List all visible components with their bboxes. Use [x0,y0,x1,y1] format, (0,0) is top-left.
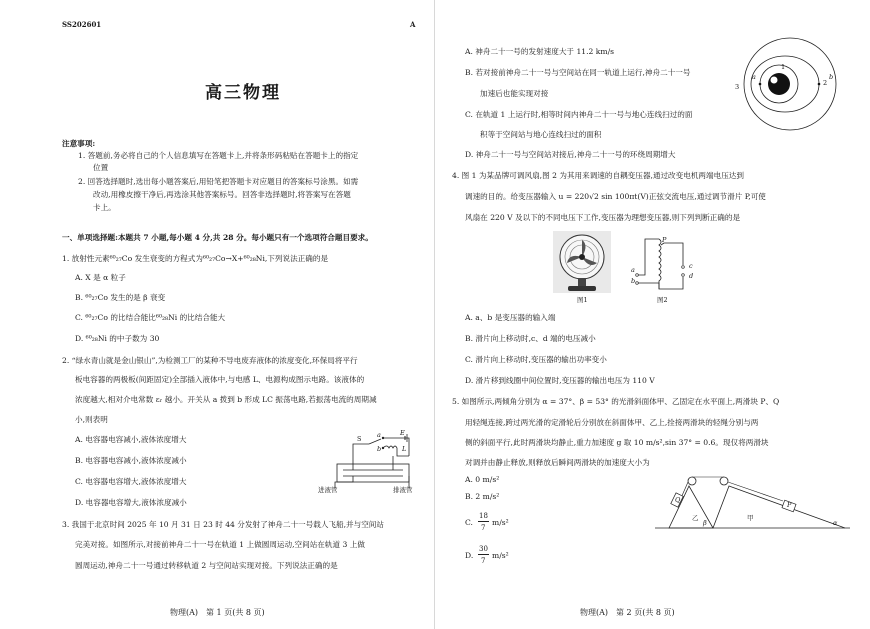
q5-fig-beta-label: β [703,519,707,527]
exam-code: SS202601 [62,20,102,29]
q1-option-c: C. ⁶⁰₂₇Co 的比结合能比⁶⁰₂₈Ni 的比结合能大 [75,313,226,322]
orbit-label-1: 1 [781,63,786,71]
q5-option-c-numerator: 18 [479,512,488,520]
q3-stem-line: 3. 我国于北京时间 2025 年 10 月 31 日 23 时 44 分发射了神舟二十一号载人飞船,并与空间站 [62,520,384,529]
fig2-d-label: d [689,272,694,280]
q3-option-b-cont: 加速后也能实现对接 [480,89,549,98]
fig2-b-label: b [631,277,636,285]
q1-stem: 1. 放射性元素⁶⁰₂₇Co 发生衰变的方程式为⁶⁰₂₇Co→X+⁶⁰₂₈Ni,下列说法正确的是 [62,254,329,263]
q4-option-a: A. a、b 是变压器的输入端 [465,313,556,322]
fig2-c-label: c [689,262,693,270]
page-footer: 物理(A) 第 1 页(共 8 页) [170,608,265,617]
q5-option-a: A. 0 m/s² [465,475,500,484]
q2-option-a: A. 电容器电容减小,液体浓度增大 [75,435,187,444]
q5-stem-line: 对调并由静止释放,则释放后瞬间两滑块的加速度大小为 [465,458,650,467]
q2-stem-line: 2. “绿水青山就是金山银山”,为检测工厂的某种不导电废弃液体的浓度变化,环保局将平行 [62,356,358,365]
fig2-a-label: a [631,266,635,274]
q5-option-d-unit: m/s² [492,551,509,560]
q2-fig-outlet-label: 排液管 [393,486,413,494]
notice-title: 注意事项: [62,139,96,148]
q2-option-c: C. 电容器电容增大,液体浓度增大 [75,477,187,486]
q2-stem-line: 浓度越大,相对介电常数 εᵣ 越小。开关从 a 拨到 b 形成 LC 振荡电路,若振荡电流的周期减 [75,395,377,404]
q5-option-d-fraction-bar [478,554,489,555]
q3-stem-line: 圆周运动,神舟二十一号通过转移轨道 2 与空间站实现对接。下列说法正确的是 [75,561,338,570]
q5-option-c-denominator: 7 [481,524,486,532]
q4-option-d: D. 滑片移到线圈中间位置时,变压器的输出电压为 110 V [465,376,655,385]
q2-fig-s-label: S [357,435,362,443]
section-heading: 一、单项选择题:本题共 7 小题,每小题 4 分,共 28 分。每小题只有一个选项符合题目要求。 [62,233,373,242]
fig2-p-label: P [662,236,667,244]
fig2-caption: 图2 [657,296,668,304]
q4-stem-line: 风扇在 220 V 及以下的不同电压下工作,变压器为理想变压器,则下列判断正确的是 [465,213,741,222]
q2-fig-b-label: b [377,445,382,453]
q1-option-b: B. ⁶⁰₂₇Co 发生的是 β 衰变 [75,293,166,302]
orbit-label-a: a [752,73,756,81]
orbit-label-3: 3 [735,83,740,91]
q5-option-d-denominator: 7 [481,557,486,565]
fan-illustration [553,231,611,293]
q5-stem-line: 用轻绳连接,跨过两光滑的定滑轮后分别放在斜面体甲、乙上,拴接两滑块的轻绳分别与两 [465,418,759,427]
q2-fig-l-label: L [402,445,407,453]
q4-stem-line: 调速的目的。给变压器输入 u = 220√2 sin 100πt(V)正弦交流电压,通过调节滑片 P,可使 [465,192,766,201]
q5-option-d-prefix: D. [465,551,474,560]
autotransformer-diagram [631,233,694,293]
q2-fig-a-label: a [377,431,381,439]
orbit-label-2: 2 [823,79,828,87]
q4-option-b: B. 滑片向上移动时,c、d 端的电压减小 [465,334,596,343]
notice-line: 改动,用橡皮擦干净后,再选涂其他答案标号。回答非选择题时,将答案写在答题 [93,190,351,199]
page-2 [435,0,870,629]
q5-option-c-prefix: C. [465,518,473,527]
notice-line: 卡上。 [93,203,116,212]
q4-stem-line: 4. 图 1 为某品牌可调风扇,图 2 为其用来调速的自耦变压器,通过改变电机两端电压达到 [452,171,744,180]
q5-fig-p-label: P [787,501,792,509]
q2-option-b: B. 电容器电容减小,液体浓度减小 [75,456,187,465]
exam-version: A [410,20,416,29]
q3-option-d: D. 神舟二十一号与空间站对接后,神舟二十一号的环绕周期增大 [465,150,676,159]
q3-option-c-cont: 积等于空间站与地心连线扫过的面积 [480,130,602,139]
orbit-label-b: b [829,73,834,81]
q3-option-b: B. 若对接前神舟二十一号与空间站在同一轨道上运行,神舟二十一号 [465,68,691,77]
fig1-caption: 图1 [577,296,588,304]
q5-fig-alpha-label: α [833,519,838,527]
q3-option-a: A. 神舟二十一号的发射速度大于 11.2 km/s [465,47,615,56]
notice-line: 1. 答题前,务必将自己的个人信息填写在答题卡上,并将条形码粘贴在答题卡上的指定 [78,151,359,160]
notice-line: 2. 回答选择题时,选出每小题答案后,用铅笔把答题卡对应题目的答案标号涂黑。如需 [78,177,359,186]
q5-fig-q-label: Q [675,496,681,504]
q2-fig-e-label: E [400,429,405,437]
q5-stem-line: 5. 如图所示,两倾角分别为 α = 37°、β = 53° 的光滑斜面体甲、乙固定在水平面上,两滑块 P、Q [452,397,780,406]
q5-fig-jia-label: 甲 [747,514,754,522]
q5-option-b: B. 2 m/s² [465,492,500,501]
q4-option-c: C. 滑片向上移动时,变压器的输出功率变小 [465,355,607,364]
q1-option-a: A. X 是 α 粒子 [75,273,126,282]
q5-fig-yi-label: 乙 [692,514,699,522]
q5-option-c-unit: m/s² [492,518,509,527]
q2-fig-inlet-label: 进液管 [318,486,338,494]
notice-line: 位置 [93,163,109,172]
q2-stem-line: 板电容器的两极板(间距固定)全部插入液体中,与电感 L、电源构成图示电路。该液体的 [75,375,365,384]
q3-stem-line: 完美对接。如图所示,对接前神舟二十一号在轨道 1 上做圆周运动,空间站在轨道 3 上做 [75,540,365,549]
q5-option-c-fraction-bar [478,521,489,522]
q2-option-d: D. 电容器电容增大,液体浓度减小 [75,498,187,507]
q2-stem-line: 小,则表明 [75,415,108,424]
q1-option-d: D. ⁶⁰₂₈Ni 的中子数为 30 [75,334,160,343]
q5-stem-line: 侧的斜面平行,此时两滑块均静止,重力加速度 g 取 10 m/s²,sin 37° = 0.6。现仅将两滑块 [465,438,769,447]
exam-title: 高三物理 [205,83,281,103]
page-footer: 物理(A) 第 2 页(共 8 页) [580,608,675,617]
q5-option-d-numerator: 30 [479,545,488,553]
q3-option-c: C. 在轨道 1 上运行时,相等时间内神舟二十一号与地心连线扫过的面 [465,110,693,119]
